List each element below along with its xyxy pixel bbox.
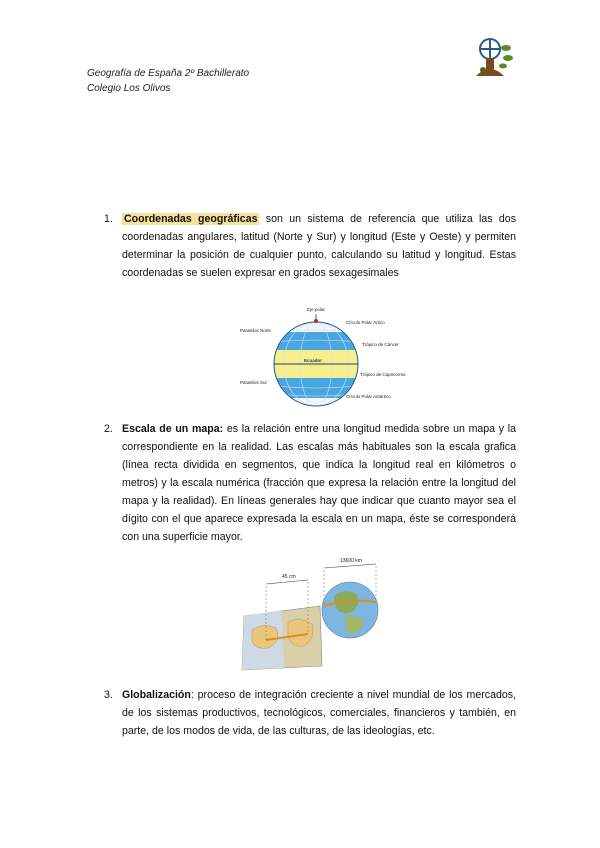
item-number: 3. [104,689,113,701]
label-antarctic: Círculo Polar Antártico [346,394,391,399]
label-cancer: Trópico de Cáncer [362,342,399,347]
item-number: 1. [104,213,113,225]
item-text [122,210,516,282]
label-north-parallels: Paralelos Norte [240,328,272,333]
label-south-parallels: Paralelos Sur [240,380,268,385]
term-bold: Escala de un mapa: [122,423,224,435]
label-capricorn: Trópico de Capricornio [360,372,406,377]
list-item-coordenadas [104,210,516,282]
label-pole: Eje polar [307,307,325,312]
label-equator: Ecuador [304,358,323,363]
label-real-distance: 13600 km [340,558,362,564]
label-arctic: Círculo Polar Ártico [346,320,385,325]
header-course: Geografía de España 2º Bachillerato [87,68,250,79]
item-text [122,686,516,740]
map-scale-figure [238,556,388,674]
item-text [122,420,516,546]
term-highlight: Coordenadas geográficas [124,213,258,225]
item-body: es la relación entre una longitud medida sobre un mapa y la correspondiente en la realidad. Las escalas más habituales son la escala grafica (línea recta dividida en segmentos, que indica la longitud real en kilómetros o metros) y la escala numérica (fracción que expresa la relación entre la longitud del mapa y la realidad). En líneas generales hay que indicar que cuanto mayor sea el dígito con el que aparece expresada la escala en un mapa, éste se corresponderá con una superficie mayor. [122,423,517,543]
globe-figure [236,302,406,412]
term-bold: Globalización [122,689,191,701]
label-map-distance: 45 cm [282,574,296,580]
list-item-escala [104,420,516,546]
item-body: son un sistema de referencia que utiliza las dos coordenadas angulares, latitud (Norte y Sur) y longitud (Este y Oeste) y permiten determinar la posición de cualquier punto, calculando su latitud y longitud. Estas coordenadas se suelen expresar en grados sexagesimales [122,213,516,279]
document-header [87,66,249,96]
item-number: 2. [104,423,113,435]
item-body: : proceso de integración creciente a nivel mundial de los mercados, de los sistemas productivos, tecnológicos, comerciales, financieros y también, en parte, de los modos de vida, de las culturas, de las ideologías, etc. [122,689,516,737]
list-item-globalizacion [104,686,516,740]
school-logo [470,36,516,82]
header-school: Colegio Los Olivos [87,83,171,94]
